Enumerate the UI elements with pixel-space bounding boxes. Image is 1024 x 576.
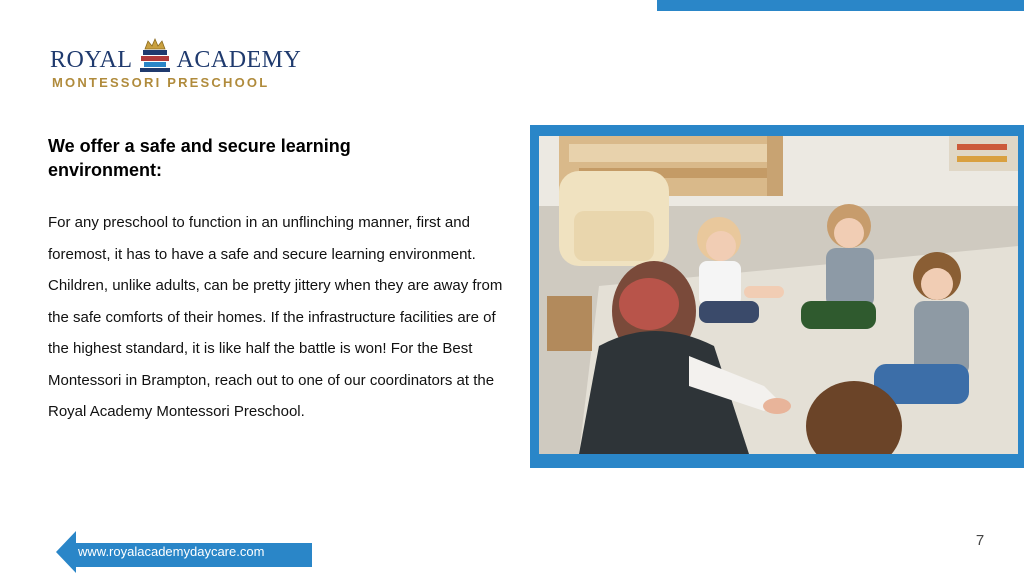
children-circle-photo-illustration xyxy=(539,136,1018,454)
top-accent-bar xyxy=(657,0,1024,11)
crown-books-crest-icon xyxy=(135,37,175,73)
royal-academy-logo xyxy=(50,30,302,92)
website-link-text[interactable]: www.royalacademydaycare.com xyxy=(78,544,265,559)
logo-word-royal: ROYAL xyxy=(50,47,133,73)
classroom-photo xyxy=(530,125,1024,468)
logo-subtitle: MONTESSORI PRESCHOOL xyxy=(52,75,270,90)
website-link-banner[interactable] xyxy=(56,531,312,573)
logo-word-academy: ACADEMY xyxy=(176,47,302,73)
body-paragraph: For any preschool to function in an unflinching manner, first and foremost, it has to have a safe and secure learning environment. Children, unlike adults, can be pretty jittery when they are away from the safe comforts of their homes. If the infrastructure facilities are of the highest standard, it is like half the battle is won! For the Best Montessori in Brampton, reach out to one of our coordinators at the Royal Academy Montessori Preschool. xyxy=(48,214,503,420)
section-heading: We offer a safe and secure learning environment: xyxy=(48,136,351,180)
page-number: 7 xyxy=(975,532,985,549)
